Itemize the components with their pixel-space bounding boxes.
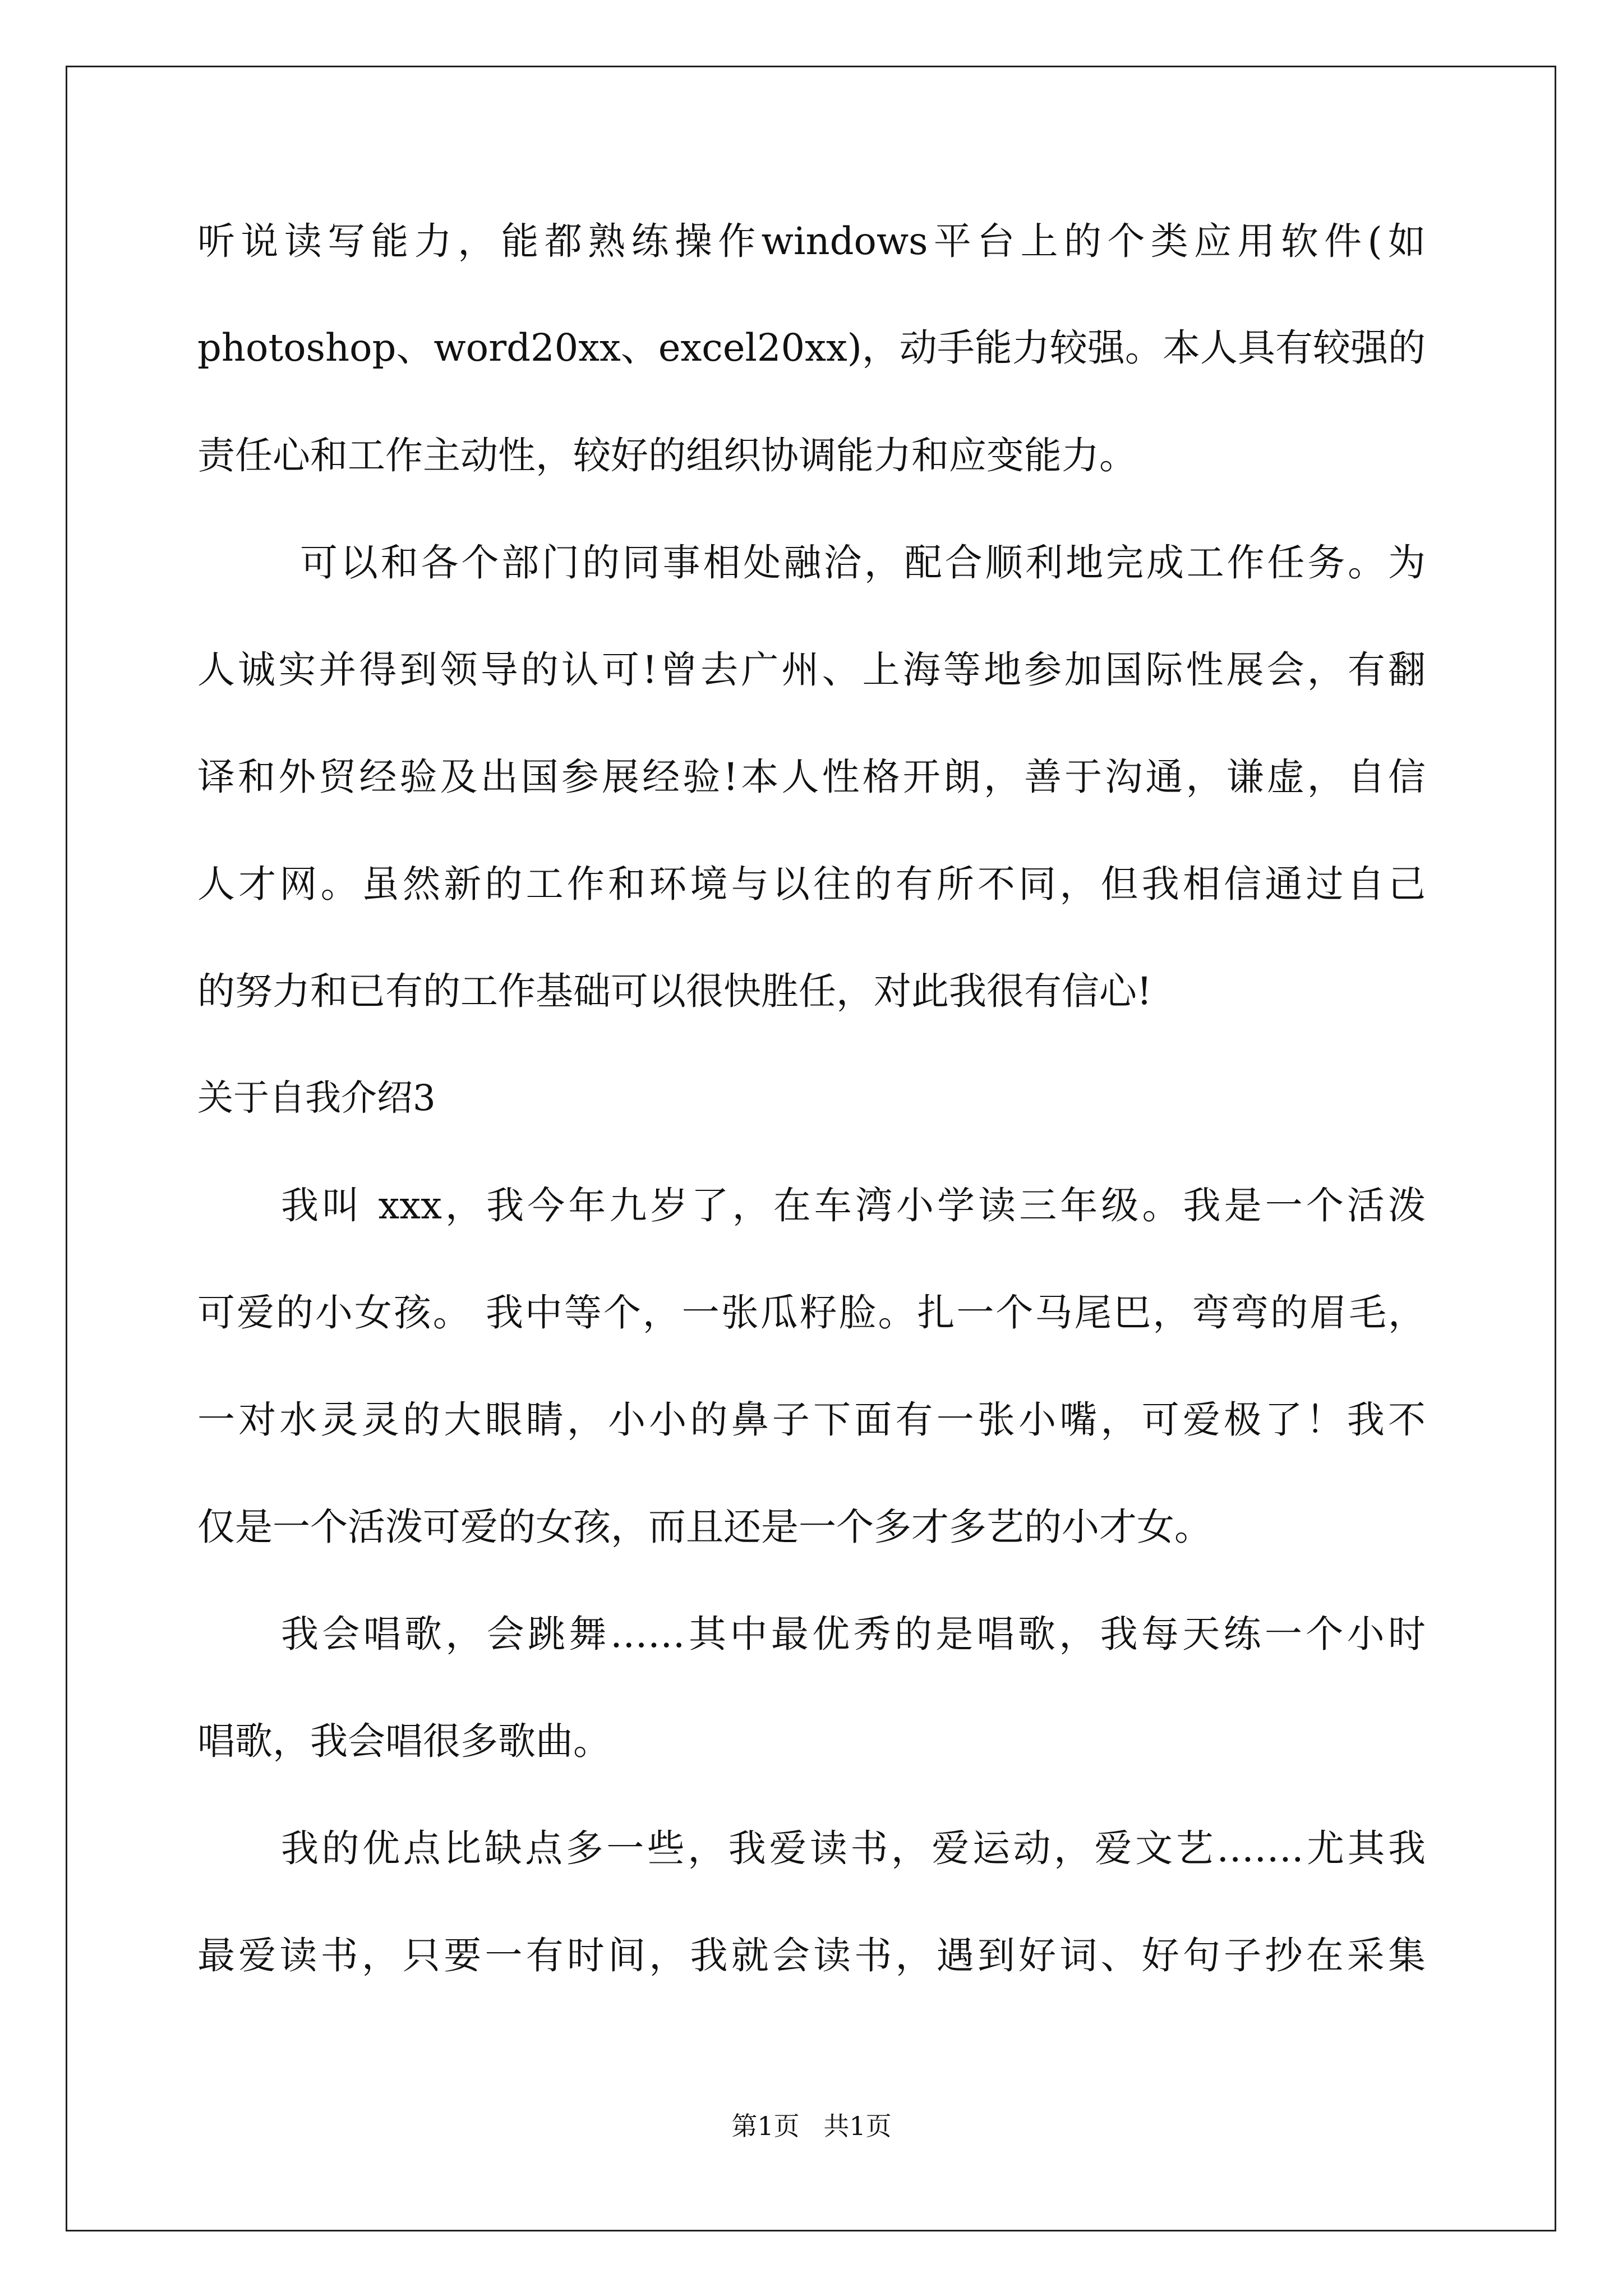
text-line: 我会唱歌，会跳舞……其中最优秀的是唱歌，我每天练一个小时 (281, 1612, 1426, 1656)
page-border (66, 66, 1556, 2231)
text-line: 我的优点比缺点多一些，我爱读书，爱运动，爱文艺…….尤其我 (281, 1826, 1426, 1870)
text-line: 一对水灵灵的大眼睛，小小的鼻子下面有一张小嘴，可爱极了！我不 (197, 1398, 1426, 1442)
text-line: 听说读写能力，能都熟练操作windows平台上的个类应用软件(如 (197, 219, 1426, 263)
page-number: 第1页 (731, 2111, 800, 2141)
text-line: 唱歌，我会唱很多歌曲。 (197, 1719, 611, 1763)
text-line: 责任心和工作主动性，较好的组织协调能力和应变能力。 (197, 434, 1137, 477)
text-line: photoshop、word20xx、excel20xx)，动手能力较强。本人具有较强的 (197, 326, 1426, 370)
section-heading: 关于自我介绍3 (197, 1078, 436, 1119)
text-line: 我叫 xxx，我今年九岁了，在车湾小学读三年级。我是一个活泼 (281, 1184, 1426, 1227)
text-line: 最爱读书，只要一有时间，我就会读书，遇到好词、好句子抄在采集 (197, 1934, 1426, 1977)
text-line: 的努力和已有的工作基础可以很快胜任，对此我很有信心! (197, 969, 1152, 1013)
page-count: 共1页 (823, 2111, 892, 2141)
text-line: 可爱的小女孩。 我中等个，一张瓜籽脸。扎一个马尾巴，弯弯的眉毛， (197, 1291, 1426, 1335)
text-line: 可以和各个部门的同事相处融洽，配合顺利地完成工作任务。为 (300, 541, 1426, 585)
text-line: 译和外贸经验及出国参展经验!本人性格开朗，善于沟通，谦虚，自信 (197, 755, 1426, 799)
text-line: 仅是一个活泼可爱的女孩，而且还是一个多才多艺的小才女。 (197, 1505, 1212, 1549)
text-line: 人诚实并得到领导的认可!曾去广州、上海等地参加国际性展会，有翻 (197, 648, 1426, 692)
text-line: 人才网。虽然新的工作和环境与以往的有所不同，但我相信通过自己 (197, 862, 1426, 906)
page-footer (0, 2109, 1623, 2143)
